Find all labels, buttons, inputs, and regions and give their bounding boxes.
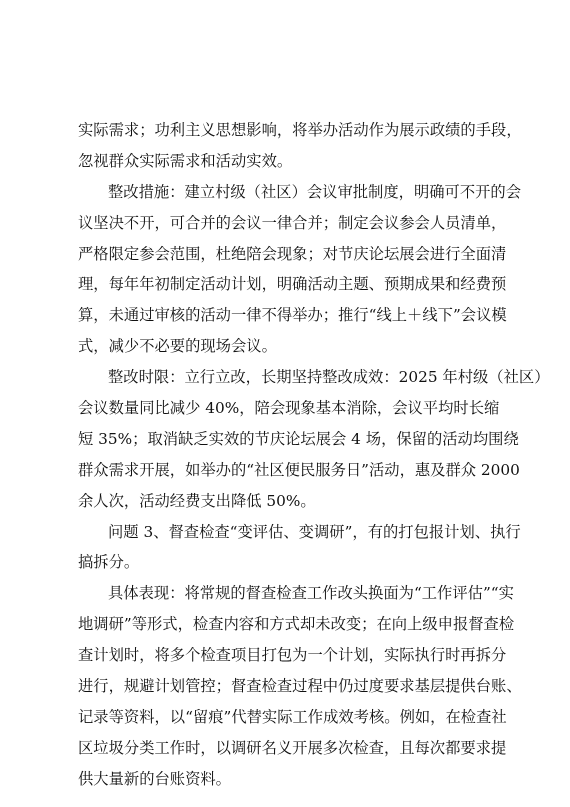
text-line: 式，减少不必要的现场会议。 <box>78 337 277 356</box>
text-line: 忽视群众实际需求和活动实效。 <box>78 151 293 170</box>
text-line: 搞拆分。 <box>78 553 140 572</box>
text-line: 短 35%；取消缺乏实效的节庆论坛展会 4 场，保留的活动均围绕 <box>78 429 519 448</box>
text-line: 会议数量同比减少 40%，陪会现象基本消除，会议平均时长缩 <box>78 399 500 418</box>
document-body <box>78 115 550 795</box>
text-line: 严格限定参会范围，杜绝陪会现象；对节庆论坛展会进行全面清 <box>78 244 507 263</box>
text-line: 整改时限：立行立改，长期坚持整改成效：2025 年村级（社区） <box>108 368 550 387</box>
text-line: 区垃圾分类工作时，以调研名义开展多次检查，且每次都要求提 <box>78 738 507 757</box>
text-line: 实际需求；功利主义思想影响，将举办活动作为展示政绩的手段， <box>78 121 522 139</box>
text-line: 进行，规避计划管控；督查检查过程中仍过度要求基层提供台账、 <box>78 677 522 696</box>
text-line: 地调研”等形式，检查内容和方式却未改变；在向上级申报督查检 <box>78 615 515 634</box>
text-line: 记录等资料，以“留痕”代替实际工作成效考核。例如，在检查社 <box>78 707 507 726</box>
text-line: 查计划时，将多个检查项目打包为一个计划，实际执行时再拆分 <box>78 646 507 665</box>
text-line: 余人次，活动经费支出降低 50%。 <box>78 491 316 510</box>
text-line: 问题 3、督查检查“变评估、变调研”，有的打包报计划、执行 <box>108 522 521 541</box>
text-line: 算，未通过审核的活动一律不得举办；推行“线上＋线下”会议模 <box>78 306 507 325</box>
text-line: 供大量新的台账资料。 <box>78 769 231 788</box>
text-line: 具体表现：将常规的督查检查工作改头换面为“工作评估”“实 <box>108 584 514 603</box>
text-line: 议坚决不开，可合并的会议一律合并；制定会议参会人员清单， <box>78 213 507 232</box>
text-line: 理，每年年初制定活动计划，明确活动主题、预期成果和经费预 <box>78 275 507 294</box>
text-line: 群众需求开展，如举办的“社区便民服务日”活动，惠及群众 2000 <box>78 460 520 479</box>
text-line: 整改措施：建立村级（社区）会议审批制度，明确可不开的会 <box>108 182 522 201</box>
